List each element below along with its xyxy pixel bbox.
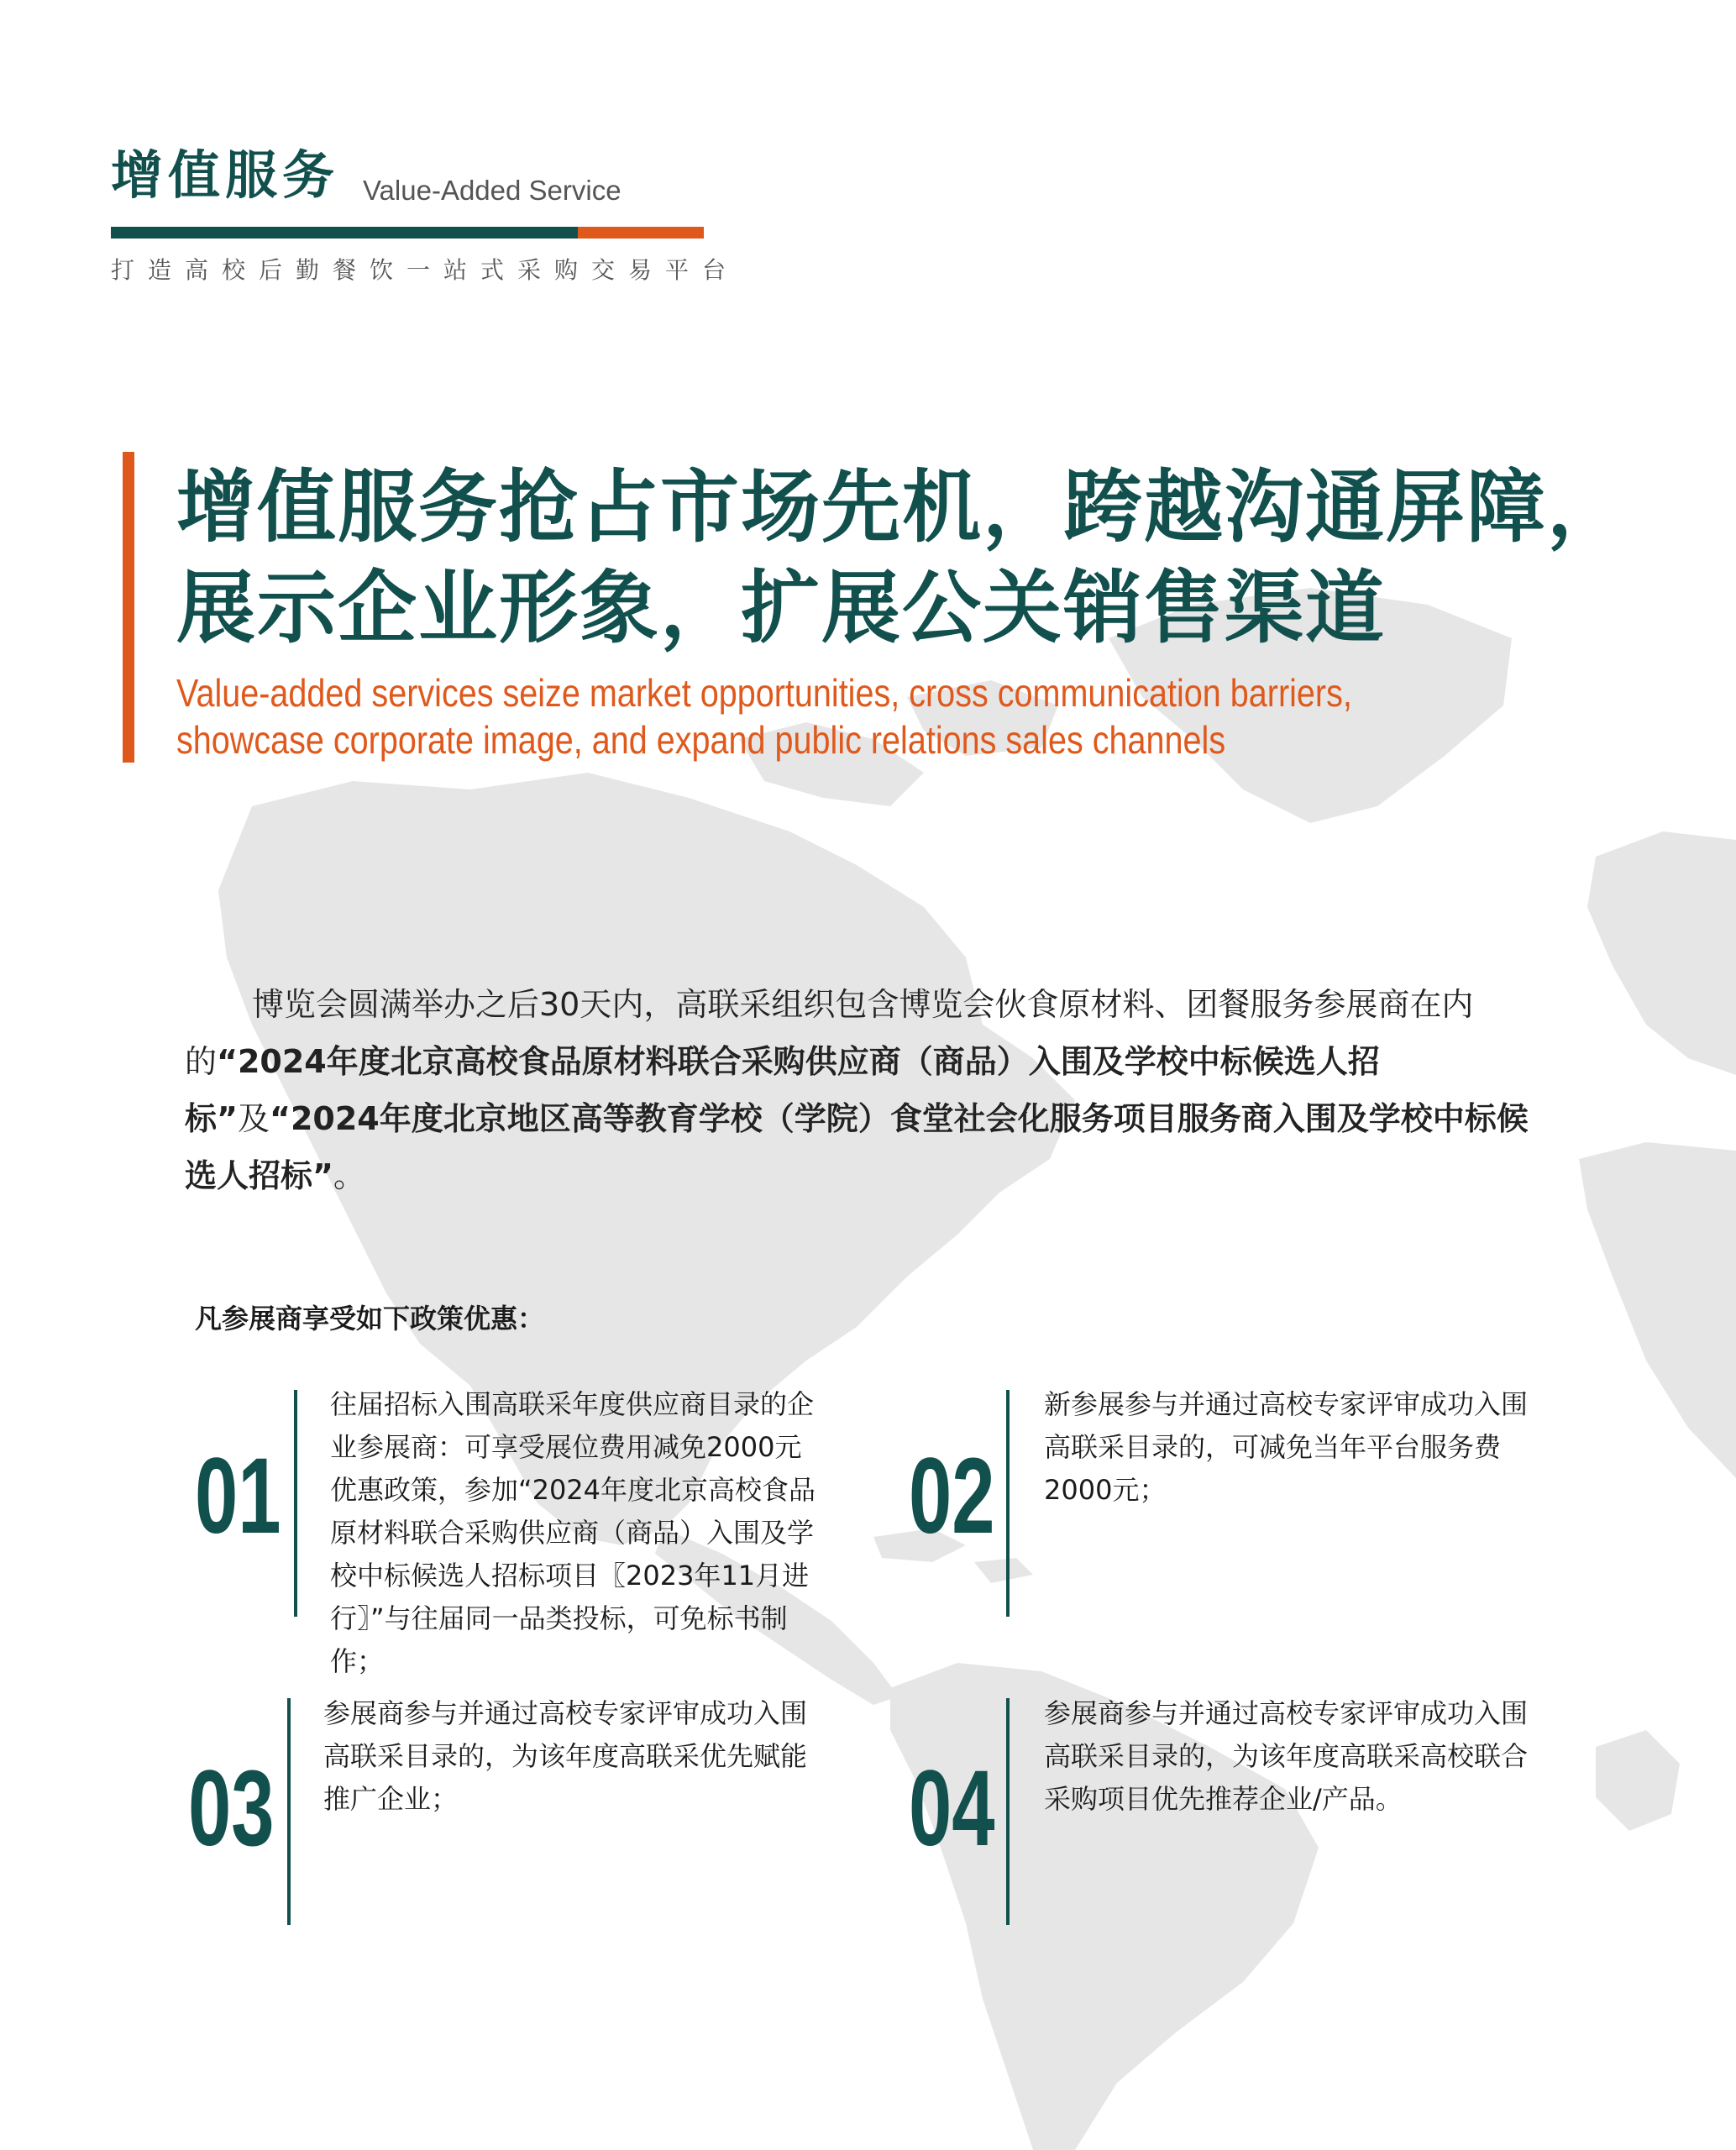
headline-chinese <box>176 458 1628 659</box>
item-number-04: 04 <box>909 1749 995 1869</box>
intro-text-3: 。 <box>333 1157 365 1194</box>
item-text-03: 参展商参与并通过高校专家评审成功入围高联采目录的，为该年度高联采优先赋能推广企业； <box>323 1697 808 1815</box>
intro-paragraph <box>185 976 1545 1204</box>
item-number-01: 01 <box>195 1436 281 1556</box>
item-divider-02 <box>1006 1390 1010 1617</box>
headline-cn-line-2: 展示企业形象，扩展公关销售渠道 <box>176 563 1387 654</box>
section-title: 增值服务 <box>111 144 340 206</box>
item-divider-01 <box>294 1390 297 1617</box>
intro-tender-2: “2024年度北京地区高等教育学校（学院）食堂社会化服务项目服务商入围及学校中标候选人招标” <box>185 1100 1529 1194</box>
headline-en-line-1: Value-added services seize market opportunities, cross communication barriers, <box>176 671 1352 715</box>
item-number-03: 03 <box>188 1749 275 1869</box>
item-text-04: 参展商参与并通过高校专家评审成功入围高联采目录的，为该年度高联采高校联合采购项目优先推荐企业/产品。 <box>1044 1697 1529 1815</box>
item-number-02: 02 <box>909 1436 995 1556</box>
headline-cn-line-1: 增值服务抢占市场先机，跨越沟通屏障， <box>176 462 1628 553</box>
header-bar-orange <box>578 227 704 239</box>
item-text-02: 新参展参与并通过高校专家评审成功入围高联采目录的，可减免当年平台服务费2000元； <box>1044 1388 1529 1506</box>
headline-accent-bar <box>123 452 134 763</box>
policy-title: 凡参展商享受如下政策优惠： <box>195 1303 545 1335</box>
intro-text-2: 及 <box>237 1100 270 1137</box>
intro-text-1: 博览会圆满举办之后30天内，高联采组织包含博览会伙食原材料、团餐服务参展商在内的 <box>185 986 1474 1080</box>
intro-tender-1: “2024年度北京高校食品原材料联合采购供应商（商品）入围及学校中标候选人招标” <box>185 1043 1380 1137</box>
section-tagline: 打造高校后勤餐饮一站式采购交易平台 <box>111 256 740 284</box>
section-subtitle: Value-Added Service <box>363 175 621 206</box>
headline-en-line-2: showcase corporate image, and expand public relations sales channels <box>176 718 1226 762</box>
item-divider-03 <box>287 1698 291 1925</box>
header-bar-green <box>111 227 578 239</box>
item-divider-04 <box>1006 1698 1010 1925</box>
item-text-01: 往届招标入围高联采年度供应商目录的企业参展商：可享受展位费用减免2000元优惠政策，参加“2024年度北京高校食品原材料联合采购供应商（商品）入围及学校中标候选人招标项目〖2023年11月进行〗”与往届同一品类投标，可免标书制作； <box>330 1388 816 1677</box>
headline-english <box>176 669 1352 763</box>
